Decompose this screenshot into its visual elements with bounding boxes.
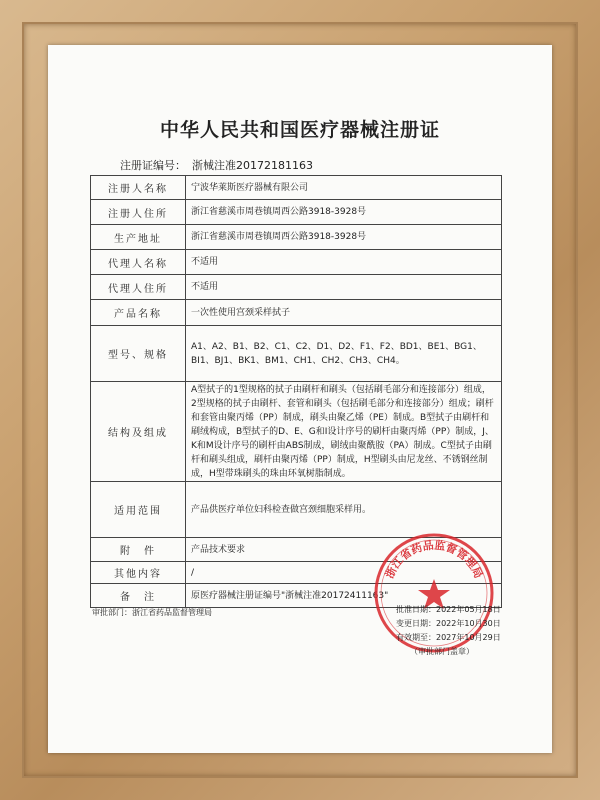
seal-note: （审批部门盖章） xyxy=(410,647,474,656)
table-row xyxy=(91,326,502,382)
row-key: 注册人住所 xyxy=(91,200,186,225)
row-key: 结构及组成 xyxy=(91,382,186,482)
table-row xyxy=(91,250,502,275)
row-key: 型号、规格 xyxy=(91,326,186,382)
table-row xyxy=(91,225,502,250)
table-row xyxy=(91,200,502,225)
row-value: A型拭子的1型规格的拭子由刷杆和刷头（包括刷毛部分和连接部分）组成，2型规格的拭子由刷杆、套管和刷头（包括刷毛部分和连接部分）组成；刷杆和套管由聚丙烯（PP）制成，刷头由聚乙烯（PE）制成。B型拭子由刷杆和刷绒构成，B型拭子的D、E、G和I设计序号的刷杆由聚丙烯（PP）制成，J、K和M设计序号的刷杆由ABS制成，刷绒由聚酰胺（PA）制成。C型拭子由刷杆和刷头组成，刷杆由聚丙烯（PP）制成，H型刷头由尼龙丝、不锈钢丝制成，H型带珠刷头的珠由环氧树脂制成。 xyxy=(186,382,502,482)
row-value: 产品技术要求 xyxy=(186,538,502,562)
valid-until: 有效期至：2027年10月29日 xyxy=(396,633,501,642)
change-date: 变更日期：2022年10月30日 xyxy=(396,619,501,628)
row-value: 一次性使用宫颈采样拭子 xyxy=(186,300,502,326)
table-row xyxy=(91,275,502,300)
table-row xyxy=(91,382,502,482)
seal-text: 浙江省药品监督管理局 xyxy=(382,538,486,581)
svg-text:浙江省药品监督管理局 xyxy=(382,538,485,581)
row-key: 附 件 xyxy=(91,538,186,562)
row-value: 不适用 xyxy=(186,250,502,275)
registration-line xyxy=(120,157,319,173)
approval-dept-name: 浙江省药品监督管理局 xyxy=(132,608,212,617)
row-key: 代理人住所 xyxy=(91,275,186,300)
row-value: 不适用 xyxy=(186,275,502,300)
row-key: 备 注 xyxy=(91,584,186,608)
row-value: 原医疗器械注册证编号"浙械注准20172411163" xyxy=(186,584,502,608)
approval-dept-label: 审批部门： xyxy=(92,608,132,617)
approval-date: 批准日期：2022年05月18日 xyxy=(396,605,501,614)
row-value: 浙江省慈溪市周巷镇周西公路3918-3928号 xyxy=(186,225,502,250)
row-value: A1、A2、B1、B2、C1、C2、D1、D2、F1、F2、BD1、BE1、BG1、BI1、BJ1、BK1、BM1、CH1、CH2、CH3、CH4。 xyxy=(186,326,502,382)
row-key: 代理人名称 xyxy=(91,250,186,275)
row-value: / xyxy=(186,562,502,584)
table-row xyxy=(91,482,502,538)
registration-label: 注册证编号： xyxy=(120,159,186,172)
row-key: 适用范围 xyxy=(91,482,186,538)
table-row xyxy=(91,176,502,200)
row-value: 产品供医疗单位妇科检查做宫颈细胞采样用。 xyxy=(186,482,502,538)
row-key: 注册人名称 xyxy=(91,176,186,200)
certificate-title: 中华人民共和国医疗器械注册证 xyxy=(159,119,440,141)
row-value: 浙江省慈溪市周巷镇周西公路3918-3928号 xyxy=(186,200,502,225)
approval-department xyxy=(92,607,212,618)
table-row xyxy=(91,300,502,326)
row-key: 产品名称 xyxy=(91,300,186,326)
registration-number: 浙械注准20172181163 xyxy=(192,159,313,172)
row-value: 宁波华莱斯医疗器械有限公司 xyxy=(186,176,502,200)
dates-block xyxy=(396,603,501,659)
certificate-paper xyxy=(48,45,552,753)
row-key: 其他内容 xyxy=(91,562,186,584)
row-key: 生产地址 xyxy=(91,225,186,250)
